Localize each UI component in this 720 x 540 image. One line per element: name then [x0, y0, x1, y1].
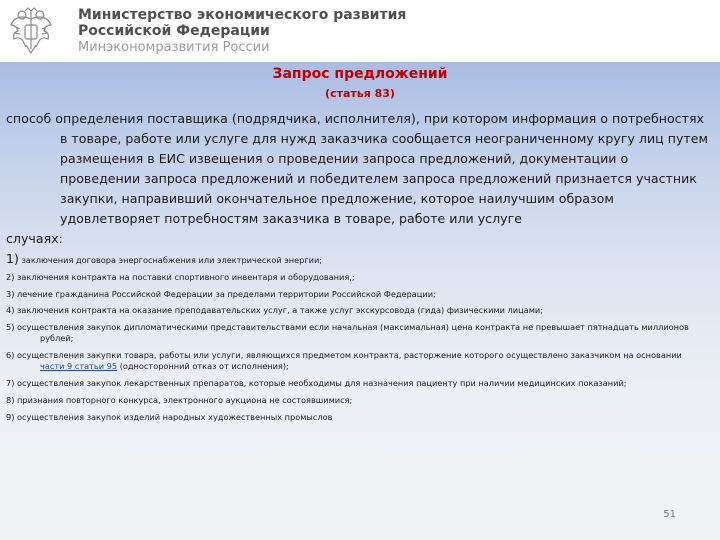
- list-item: 3) лечение гражданина Российской Федерации за пределами территории Российской Федерации;: [6, 288, 436, 299]
- definition-paragraph: способ определения поставщика (подрядчика, исполнителя), при котором информация о потребностях в товаре, работе или услуге для нужд заказчика сообщается неограниченному кругу лиц путем размещения в ЕИС извещения о проведении запроса предложений, документации о проведении запроса предложений и победителем запроса предложений признается участник закупки, направивший окончательное предложение, которое наилучшим образом удовлетворяет потребностям заказчика в товаре, работе или услуге: [6, 111, 708, 226]
- list-item: 8) признания повторного конкурса, электронного аукциона не состоявшимися;: [6, 394, 353, 405]
- ministry-name: [78, 7, 406, 57]
- ministry-line2: Российской Федерации: [78, 23, 270, 39]
- cases-list: [6, 253, 706, 429]
- definition-text: [6, 109, 712, 249]
- list-item: 2) заключения контракта на поставки спортивного инвентаря и оборудования,;: [6, 271, 355, 282]
- slide-subtitle: (статья 83): [325, 87, 395, 100]
- slide-title: Запрос предложений: [272, 66, 448, 82]
- list-item: 4) заключения контракта на оказание преподавательских услуг, а также услуг экскурсовода (гида) физическими лицами;: [6, 305, 543, 316]
- list-item: 1) заключения договора энергоснабжения или электрической энергии;: [6, 251, 323, 266]
- page-number: 51: [663, 509, 676, 520]
- ministry-short-name: Минэкономразвития России: [78, 40, 270, 55]
- list-item: 7) осуществления закупок лекарственных препаратов, которые необходимы для назначения пациенту при наличии медицинских показаний;: [6, 378, 627, 389]
- list-item: 9) осуществления закупок изделий народных художественных промыслов: [6, 411, 333, 422]
- list-item: 6) осуществления закупки товара, работы или услуги, являющихся предметом контракта, расторжение которого осуществлено заказчиком на основании части 9 статьи 95 (односторонний отказ от исполнения);: [6, 350, 682, 372]
- header: [0, 0, 720, 62]
- list-item: 5) осуществления закупок дипломатическими представительствами если начальная (максимальная) цена контракта не превышает пятнадцать миллионов рублей;: [6, 322, 689, 344]
- slide-body: [0, 62, 720, 540]
- coat-of-arms-icon: [8, 5, 54, 57]
- law-reference-link[interactable]: части 9 статьи 95: [40, 361, 118, 372]
- cases-label: случаях:: [6, 231, 63, 246]
- ministry-line1: Министерство экономического развития: [78, 7, 407, 23]
